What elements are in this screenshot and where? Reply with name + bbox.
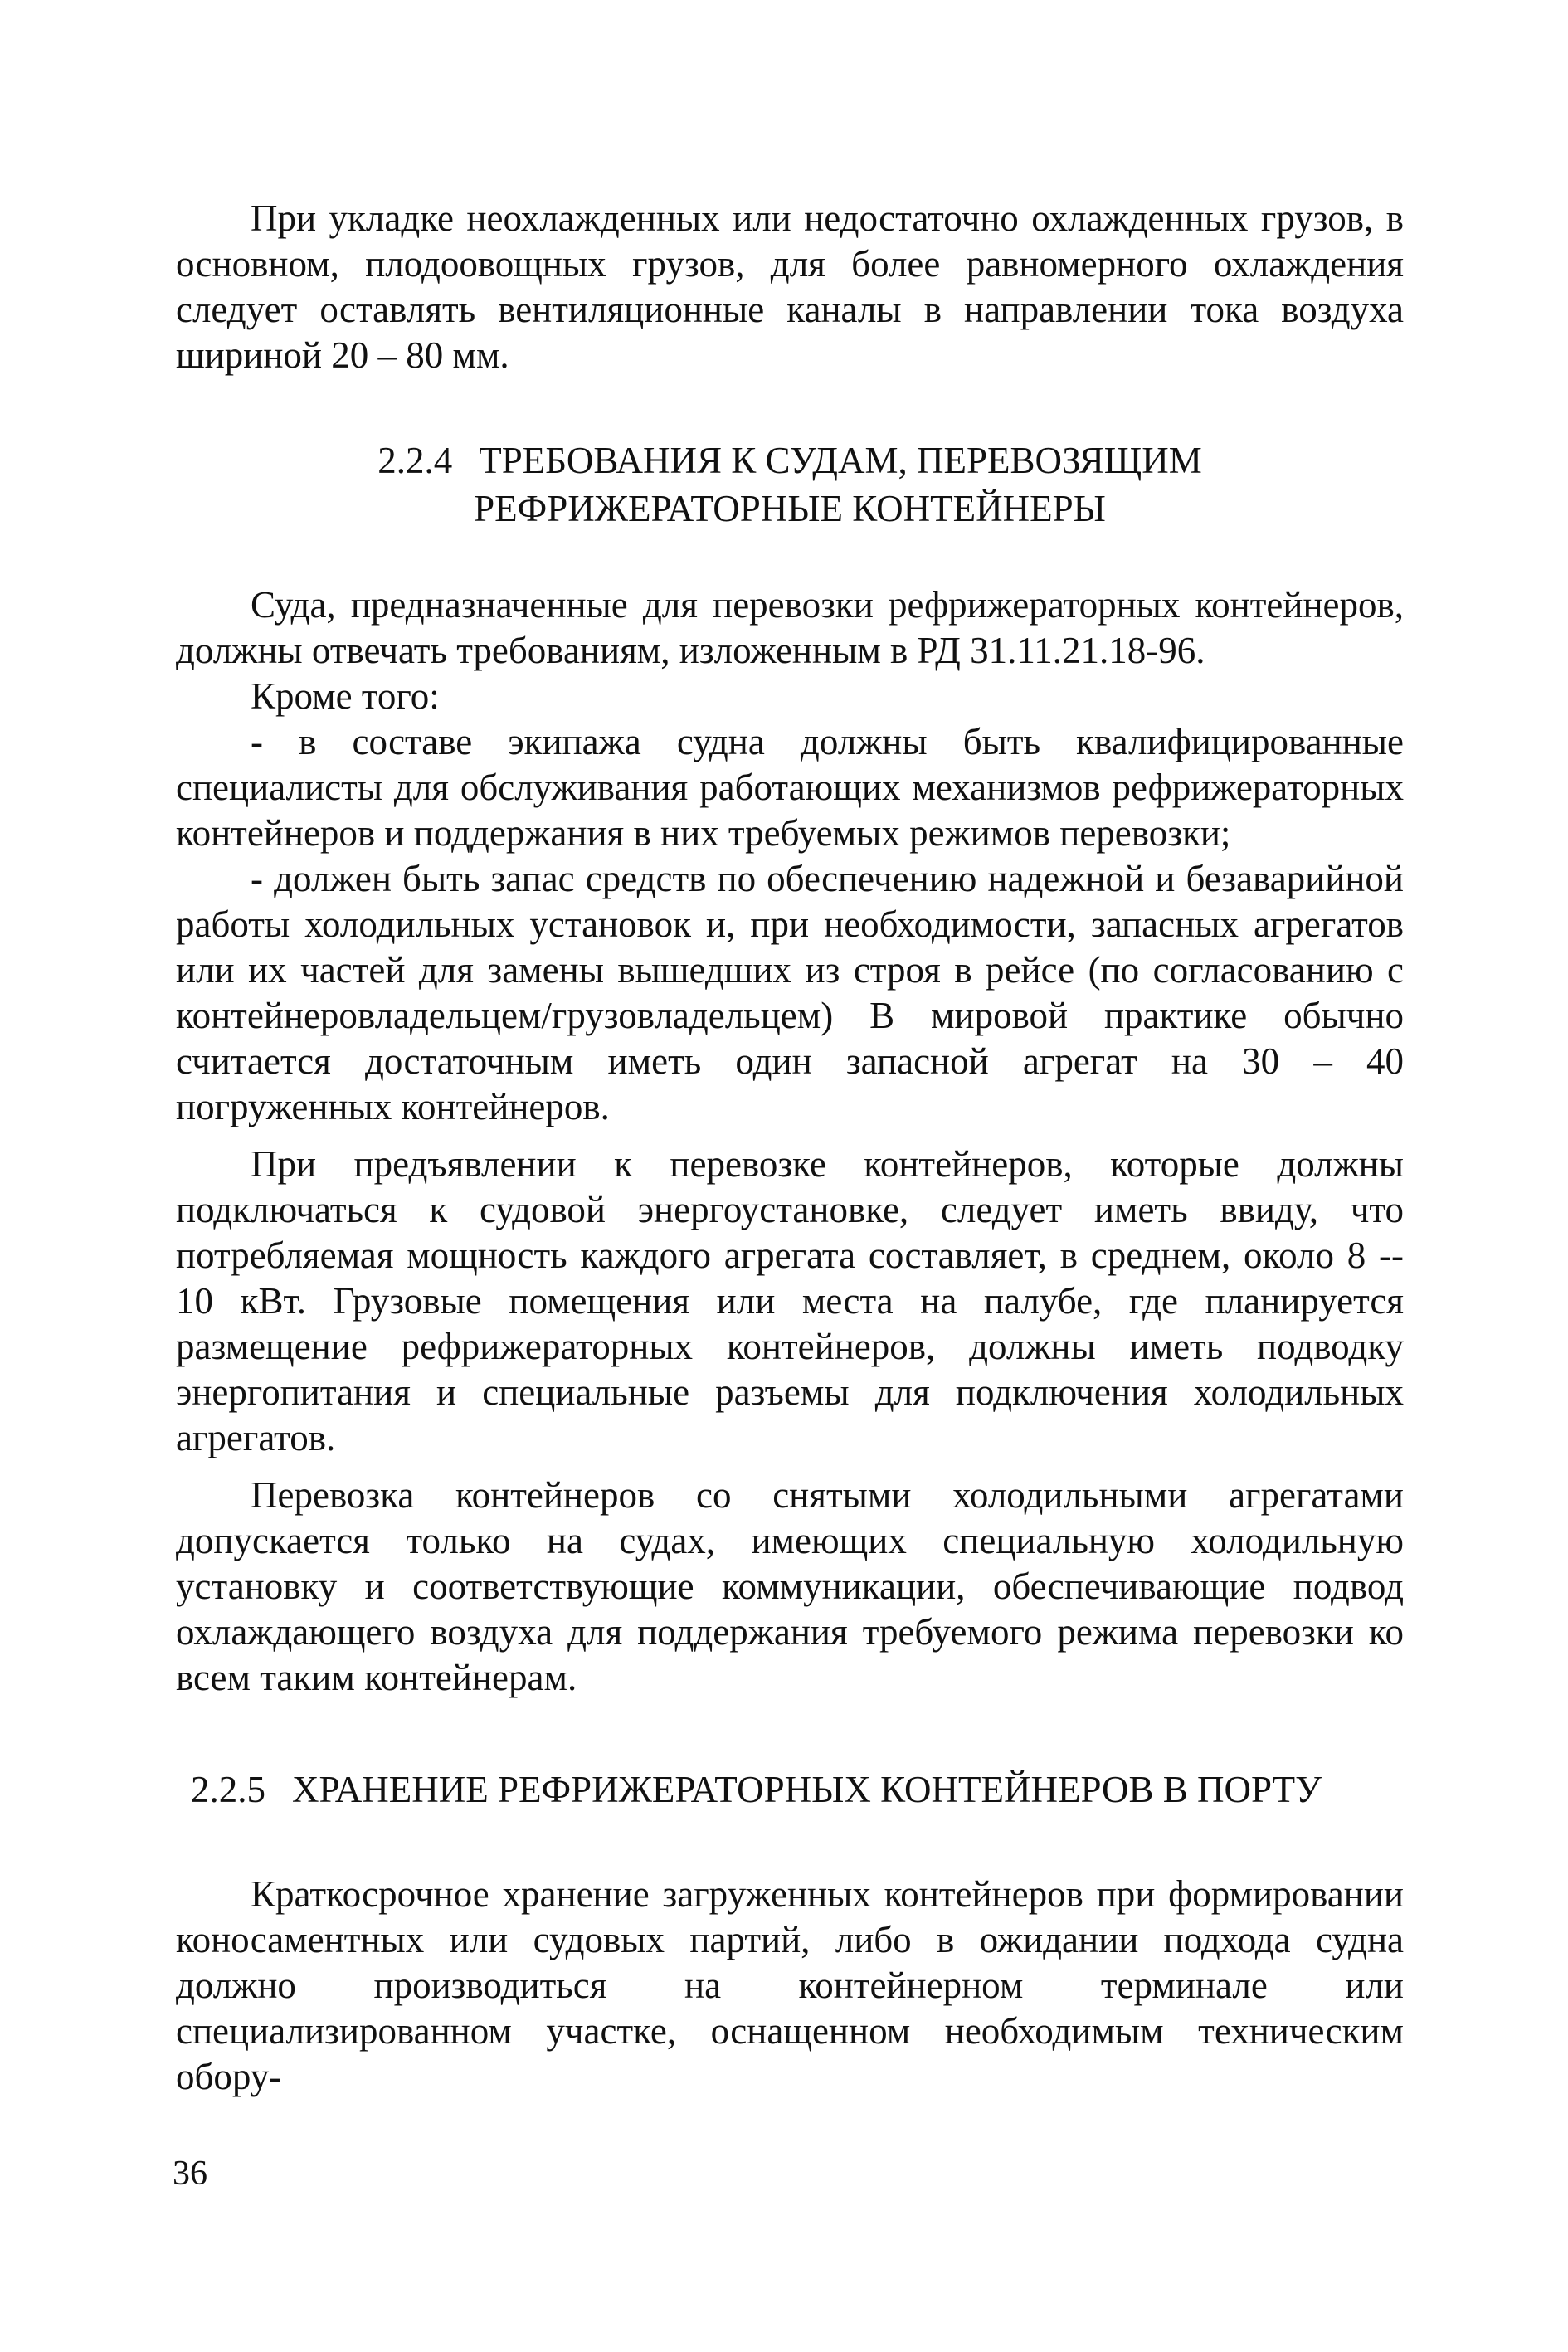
section-title-2-2-4-line-1: ТРЕБОВАНИЯ К СУДАМ, ПЕРЕВОЗЯЩИМ — [479, 440, 1202, 481]
page-content — [176, 196, 1404, 2100]
section-2-2-4-paragraph-2: Кроме того: — [251, 675, 440, 717]
section-heading-2-2-5 — [176, 1765, 1404, 1814]
section-heading-2-2-4-line-1 — [176, 436, 1404, 485]
section-number-2-2-4: 2.2.4 — [377, 440, 453, 481]
intro-paragraph: При укладке неохлажденных или недостаточно охлажденных грузов, в основном, плодоовощных грузов, для более равномерного охлаждения следует оставлять вентиляционные каналы в направлении тока воздуха шириной 20 – 80 мм. — [176, 197, 1404, 376]
section-title-2-2-4-line-2: РЕФРИЖЕРАТОРНЫЕ КОНТЕЙНЕРЫ — [474, 488, 1106, 529]
section-2-2-5-paragraph-1: Краткосрочное хранение загруженных контейнеров при формировании коносаментных или судовых партий, либо в ожидании подхода судна должно производиться на контейнерном терминале или специализированном участке, оснащенном необходимым техническим обору- — [176, 1873, 1404, 2097]
page-number: 36 — [173, 2155, 207, 2193]
section-heading-2-2-4 — [176, 436, 1404, 533]
section-2-2-4-paragraph-1: Суда, предназначенные для перевозки рефрижераторных контейнеров, должны отвечать требованиям, изложенным в РД 31.11.21.18-96. — [176, 584, 1404, 671]
section-2-2-4-bullet-1: - в составе экипажа судна должны быть квалифицированные специалисты для обслуживания работающих механизмов рефрижераторных контейнеров и поддержания в них требуемых режимов перевозки; — [176, 721, 1404, 854]
section-number-2-2-5: 2.2.5 — [191, 1769, 265, 1810]
section-2-2-4-paragraph-4: Перевозка контейнеров со снятыми холодильными агрегатами допускается только на судах, имеющих специальную холодильную установку и соответствующие коммуникации, обеспечивающие подвод охлаждающего воздуха для поддержания требуемого режима перевозки ко всем таким контейнерам. — [176, 1474, 1404, 1698]
section-title-2-2-5: ХРАНЕНИЕ РЕФРИЖЕРАТОРНЫХ КОНТЕЙНЕРОВ В ПОРТУ — [292, 1769, 1322, 1810]
section-2-2-4-paragraph-3: При предъявлении к перевозке контейнеров, которые должны подключаться к судовой энергоустановке, следует иметь ввиду, что потребляемая мощность каждого агрегата составляет, в среднем, около 8 -- 10 кВт. Грузовые помещения или места на палубе, где планируется размещение рефрижераторных контейнеров, должны иметь подводку энергопитания и специальные разъемы для подключения холодильных агрегатов. — [176, 1143, 1404, 1458]
section-2-2-4-bullet-2: - должен быть запас средств по обеспечению надежной и безаварийной работы холодильных установок и, при необходимости, запасных агрегатов или их частей для замены вышедших из строя в рейсе (по согласованию с контейнеровладельцем/грузовладельцем) В мировой практике обычно считается достаточным иметь один запасной агрегат на 30 – 40 погруженных контейнеров. — [176, 858, 1404, 1127]
